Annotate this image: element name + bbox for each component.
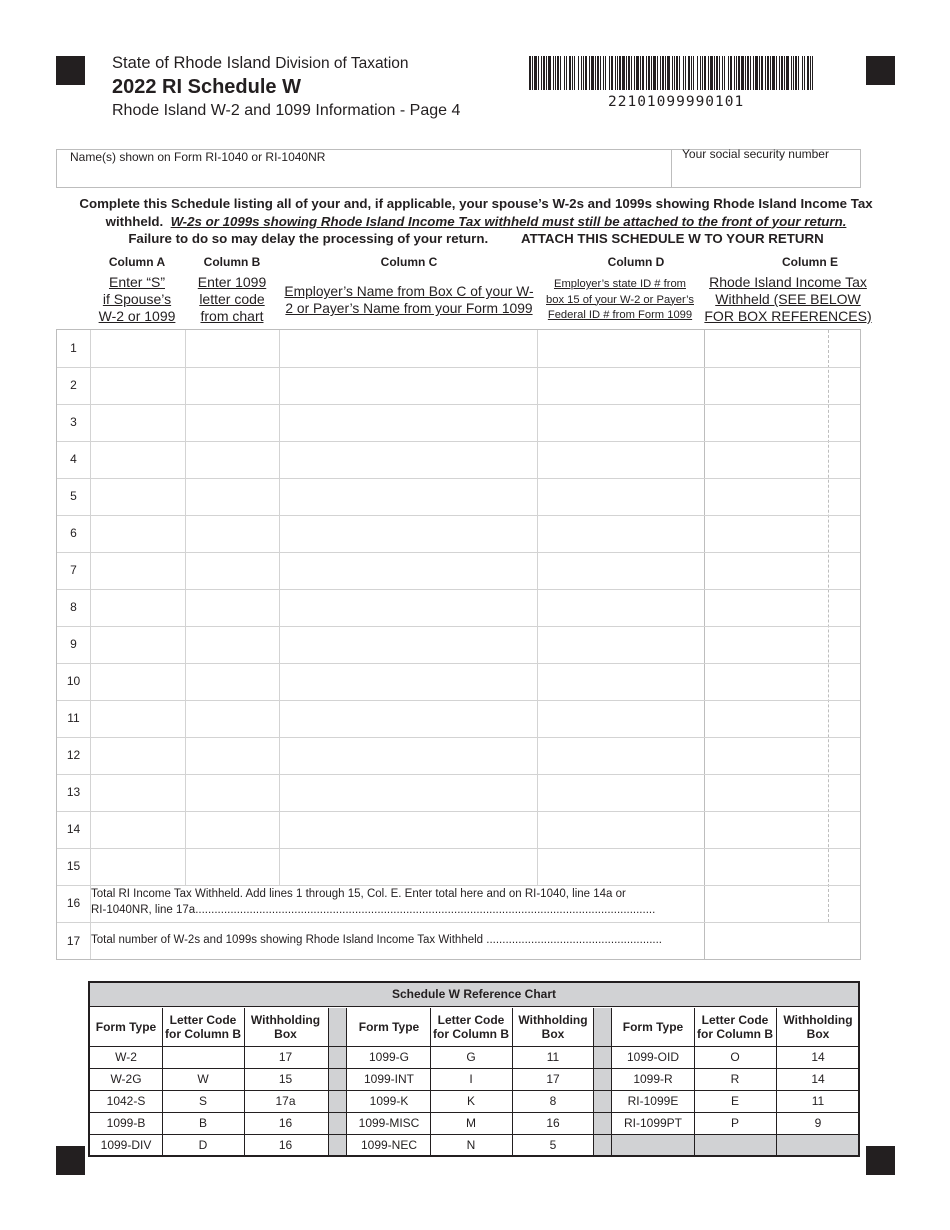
instructions-line-2: withheld. W-2s or 1099s showing Rhode Island Income Tax withheld must still be attached to the front of your return. xyxy=(105,213,847,229)
chart-letter-code-cell: N xyxy=(466,1138,476,1152)
column-d-cell[interactable] xyxy=(538,627,704,662)
line-number: 1 xyxy=(70,341,77,355)
chart-form-type-cell: 1099-MISC xyxy=(358,1116,420,1130)
column-d-cell[interactable] xyxy=(538,516,704,551)
registration-mark-top-left xyxy=(56,56,85,85)
line-17-number: 17 xyxy=(66,934,81,948)
table-row xyxy=(57,515,860,552)
column-e-header: Column E xyxy=(782,255,838,269)
line-number: 9 xyxy=(70,637,77,651)
column-c-cell[interactable] xyxy=(280,368,537,403)
chart-withholding-box-cell: 16 xyxy=(278,1116,293,1130)
line-16-text: Total RI Income Tax Withheld. Add lines 1 through 15, Col. E. Enter total here and on RI-1040, line 14a or RI-1040NR, line 17a................................................................................................................................................ xyxy=(91,888,656,916)
form-title: 2022 RI Schedule W xyxy=(112,76,301,98)
column-b-description: Enter 1099 letter code from chart xyxy=(197,274,267,324)
column-d-description: Employer’s state ID # from box 15 of your W-2 or Payer’s Federal ID # from Form 1099 xyxy=(546,278,694,321)
line-number: 14 xyxy=(66,822,81,836)
column-b-cell[interactable] xyxy=(186,516,279,551)
column-e-cell[interactable] xyxy=(705,442,860,477)
column-c-cell[interactable] xyxy=(280,738,537,773)
line-number: 11 xyxy=(67,711,80,725)
column-e-cell[interactable] xyxy=(705,368,860,403)
registration-mark-bottom-left xyxy=(56,1146,85,1175)
column-d-header: Column D xyxy=(607,255,665,269)
column-a-cell[interactable] xyxy=(91,664,185,699)
division-name: Division of Taxation xyxy=(275,55,409,72)
chart-withholding-box-cell: 17a xyxy=(275,1094,296,1108)
reference-chart xyxy=(88,981,860,1157)
column-b-cell[interactable] xyxy=(186,701,279,736)
column-a-description: Enter “S” if Spouse’s W-2 or 1099 xyxy=(98,274,176,324)
barcode-number: 22101099990101 xyxy=(608,94,745,110)
chart-form-type-cell: W-2 xyxy=(115,1050,137,1064)
column-a-cell[interactable] xyxy=(91,516,185,551)
chart-header-withholding-box: Withholding Box xyxy=(250,1013,321,1041)
registration-mark-bottom-right xyxy=(866,1146,895,1175)
chart-form-type-cell: 1099-R xyxy=(633,1072,673,1086)
column-c-cell[interactable] xyxy=(280,849,537,884)
chart-letter-code-cell: O xyxy=(730,1050,740,1064)
line-number: 15 xyxy=(66,859,81,873)
column-b-cell[interactable] xyxy=(186,627,279,662)
instructions-line-1: Complete this Schedule listing all of your and, if applicable, your spouse’s W-2s and 1099s showing Rhode Island Income Tax xyxy=(79,196,873,211)
column-a-cell[interactable] xyxy=(91,590,185,625)
attach-notice: ATTACH THIS SCHEDULE W TO YOUR RETURN xyxy=(521,231,824,246)
line-16-total-field[interactable] xyxy=(705,886,861,922)
instructions xyxy=(56,195,896,248)
chart-withholding-box-cell: 14 xyxy=(811,1050,825,1064)
chart-form-type-cell: 1099-B xyxy=(106,1116,146,1130)
line-17-count-field[interactable] xyxy=(705,923,861,959)
chart-form-type-cell: 1099-OID xyxy=(626,1050,680,1064)
table-row xyxy=(57,737,860,774)
table-row xyxy=(57,404,860,441)
column-b-cell[interactable] xyxy=(186,664,279,699)
column-a-cell[interactable] xyxy=(91,368,185,403)
chart-letter-code-cell: D xyxy=(198,1138,208,1152)
chart-header-letter-code: Letter Code for Column B xyxy=(697,1013,773,1041)
column-a-cell[interactable] xyxy=(91,701,185,736)
column-e-cell[interactable] xyxy=(705,849,860,884)
chart-header-withholding-box: Withholding Box xyxy=(783,1013,853,1041)
column-e-cell[interactable] xyxy=(705,405,860,440)
column-a-cell[interactable] xyxy=(91,442,185,477)
column-a-cell[interactable] xyxy=(91,849,185,884)
table-row xyxy=(57,589,860,626)
column-a-cell[interactable] xyxy=(91,331,185,366)
chart-form-type-cell: RI-1099PT xyxy=(623,1116,683,1130)
chart-letter-code-cell: R xyxy=(730,1072,740,1086)
chart-withholding-box-cell: 11 xyxy=(546,1050,560,1064)
chart-letter-code-cell: K xyxy=(466,1094,475,1108)
column-e-cell[interactable] xyxy=(705,664,860,699)
instructions-line-3: Failure to do so may delay the processing of your return. ATTACH THIS SCHEDULE W TO YOUR RETURN xyxy=(128,231,824,246)
form-subtitle: Rhode Island W-2 and 1099 Information - Page 4 xyxy=(112,102,461,119)
chart-withholding-box-cell: 15 xyxy=(278,1072,293,1086)
chart-withholding-box-cell: 16 xyxy=(546,1116,560,1130)
column-d-cell[interactable] xyxy=(538,368,704,403)
column-d-cell[interactable] xyxy=(538,775,704,810)
column-c-cell[interactable] xyxy=(280,442,537,477)
ssn-field-label: Your social security number xyxy=(682,147,829,161)
column-a-cell[interactable] xyxy=(91,479,185,514)
chart-header-letter-code: Letter Code for Column B xyxy=(433,1013,509,1041)
column-d-cell[interactable] xyxy=(538,738,704,773)
chart-withholding-box-cell: 9 xyxy=(814,1116,822,1130)
column-e-cell[interactable] xyxy=(705,331,860,366)
column-a-cell[interactable] xyxy=(91,738,185,773)
column-a-cell[interactable] xyxy=(91,627,185,662)
table-row xyxy=(57,663,860,700)
table-row xyxy=(57,811,860,848)
chart-form-type-cell: 1099-INT xyxy=(363,1072,415,1086)
taxpayer-id-box xyxy=(56,149,861,188)
table-row xyxy=(57,367,860,404)
line-number: 3 xyxy=(70,415,77,429)
chart-header-form-type: Form Type xyxy=(358,1020,420,1034)
chart-withholding-box-cell: 16 xyxy=(278,1138,293,1152)
chart-form-type-cell: 1042-S xyxy=(106,1094,146,1108)
column-d-cell[interactable] xyxy=(538,553,704,588)
column-e-cell[interactable] xyxy=(705,701,860,736)
column-c-header: Column C xyxy=(380,255,438,269)
column-c-cell[interactable] xyxy=(280,553,537,588)
column-c-description: Employer’s Name from Box C of your W- 2 or Payer’s Name from your Form 1099 xyxy=(284,284,534,316)
column-a-cell[interactable] xyxy=(91,553,185,588)
line-number: 6 xyxy=(70,526,77,540)
line-number: 12 xyxy=(66,748,81,762)
column-c-cell[interactable] xyxy=(280,590,537,625)
column-e-cell[interactable] xyxy=(705,738,860,773)
column-e-cell[interactable] xyxy=(705,775,860,810)
chart-letter-code-cell: I xyxy=(469,1072,473,1086)
chart-form-type-cell: 1099-K xyxy=(369,1094,409,1108)
column-c-cell[interactable] xyxy=(280,701,537,736)
chart-withholding-box-cell: 17 xyxy=(278,1050,293,1064)
column-b-cell[interactable] xyxy=(186,590,279,625)
chart-header-form-type: Form Type xyxy=(622,1020,684,1034)
chart-letter-code-cell: S xyxy=(198,1094,207,1108)
name-field-label: Name(s) shown on Form RI-1040 or RI-1040NR xyxy=(70,150,326,164)
column-d-cell[interactable] xyxy=(538,590,704,625)
column-e-cell[interactable] xyxy=(705,627,860,662)
state-name: State of Rhode Island xyxy=(112,54,271,72)
line-number: 13 xyxy=(66,785,81,799)
column-a-cell[interactable] xyxy=(91,775,185,810)
column-c-cell[interactable] xyxy=(280,812,537,847)
column-e-description: Rhode Island Income Tax Withheld (SEE BELOW FOR BOX REFERENCES) xyxy=(704,274,872,324)
column-e-cell[interactable] xyxy=(705,516,860,551)
column-b-cell[interactable] xyxy=(186,442,279,477)
chart-header-withholding-box: Withholding Box xyxy=(518,1013,588,1041)
table-row xyxy=(57,478,860,515)
column-b-cell[interactable] xyxy=(186,553,279,588)
column-d-cell[interactable] xyxy=(538,405,704,440)
chart-form-type-cell: 1099-DIV xyxy=(100,1138,152,1152)
chart-form-type-cell: RI-1099E xyxy=(627,1094,679,1108)
table-row xyxy=(57,626,860,663)
reference-chart-title: Schedule W Reference Chart xyxy=(90,983,858,1007)
line-number: 4 xyxy=(70,452,77,466)
chart-letter-code-cell: B xyxy=(198,1116,207,1130)
column-b-cell[interactable] xyxy=(186,368,279,403)
column-c-cell[interactable] xyxy=(280,331,537,366)
chart-withholding-box-cell: 17 xyxy=(546,1072,560,1086)
ssn-field[interactable] xyxy=(672,150,860,187)
column-c-cell[interactable] xyxy=(280,516,537,551)
line-17-text: Total number of W-2s and 1099s showing Rhode Island Income Tax Withheld ....................................................... xyxy=(91,934,662,946)
chart-form-type-cell: W-2G xyxy=(110,1072,142,1086)
name-field[interactable] xyxy=(57,150,671,187)
column-b-cell[interactable] xyxy=(186,331,279,366)
chart-letter-code-cell: W xyxy=(197,1072,209,1086)
table-row xyxy=(57,700,860,737)
withholding-table xyxy=(56,329,861,960)
attach-warning: W-2s or 1099s showing Rhode Island Income Tax withheld must still be attached to the front of your return. xyxy=(170,213,847,229)
line-number: 2 xyxy=(70,378,77,392)
line-number: 8 xyxy=(70,600,77,614)
column-c-cell[interactable] xyxy=(280,775,537,810)
barcode xyxy=(529,56,816,90)
column-d-cell[interactable] xyxy=(538,331,704,366)
column-e-cell[interactable] xyxy=(705,812,860,847)
table-row xyxy=(57,552,860,589)
line-number: 10 xyxy=(66,674,81,688)
line-number: 7 xyxy=(70,563,77,577)
column-b-cell[interactable] xyxy=(186,405,279,440)
column-e-cell[interactable] xyxy=(705,590,860,625)
table-row xyxy=(57,330,860,367)
chart-letter-code-cell xyxy=(162,1047,244,1069)
chart-letter-code-cell: P xyxy=(730,1116,739,1130)
column-b-cell[interactable] xyxy=(186,738,279,773)
column-a-cell[interactable] xyxy=(91,405,185,440)
column-e-cell[interactable] xyxy=(705,553,860,588)
column-a-cell[interactable] xyxy=(91,812,185,847)
table-row xyxy=(57,848,860,885)
agency-line xyxy=(112,54,409,73)
column-b-cell[interactable] xyxy=(186,849,279,884)
chart-letter-code-cell: G xyxy=(466,1050,476,1064)
column-c-cell[interactable] xyxy=(280,664,537,699)
chart-header-letter-code: Letter Code for Column B xyxy=(165,1013,241,1041)
chart-letter-code-cell: E xyxy=(730,1094,739,1108)
table-row xyxy=(57,441,860,478)
column-d-cell[interactable] xyxy=(538,479,704,514)
column-d-cell[interactable] xyxy=(538,442,704,477)
chart-withholding-box-cell: 5 xyxy=(549,1138,557,1152)
column-d-cell[interactable] xyxy=(538,812,704,847)
column-e-cell[interactable] xyxy=(705,479,860,514)
column-d-cell[interactable] xyxy=(538,664,704,699)
column-c-cell[interactable] xyxy=(280,479,537,514)
chart-letter-code-cell: M xyxy=(466,1116,476,1130)
registration-mark-top-right xyxy=(866,56,895,85)
chart-form-type-cell: 1099-G xyxy=(368,1050,410,1064)
column-c-cell[interactable] xyxy=(280,627,537,662)
line-16-number: 16 xyxy=(66,896,81,910)
column-a-header: Column A xyxy=(108,255,166,269)
column-b-header: Column B xyxy=(203,255,261,269)
chart-withholding-box-cell: 8 xyxy=(549,1094,557,1108)
chart-withholding-box-cell: 14 xyxy=(811,1072,825,1086)
column-b-cell[interactable] xyxy=(186,812,279,847)
table-row xyxy=(57,774,860,811)
column-b-cell[interactable] xyxy=(186,775,279,810)
chart-form-type-cell: 1099-NEC xyxy=(360,1138,418,1152)
column-d-cell[interactable] xyxy=(538,701,704,736)
chart-withholding-box-cell: 11 xyxy=(811,1094,825,1108)
line-number: 5 xyxy=(70,489,77,503)
chart-header-form-type: Form Type xyxy=(95,1020,157,1034)
column-b-cell[interactable] xyxy=(186,479,279,514)
column-c-cell[interactable] xyxy=(280,405,537,440)
column-d-cell[interactable] xyxy=(538,849,704,884)
